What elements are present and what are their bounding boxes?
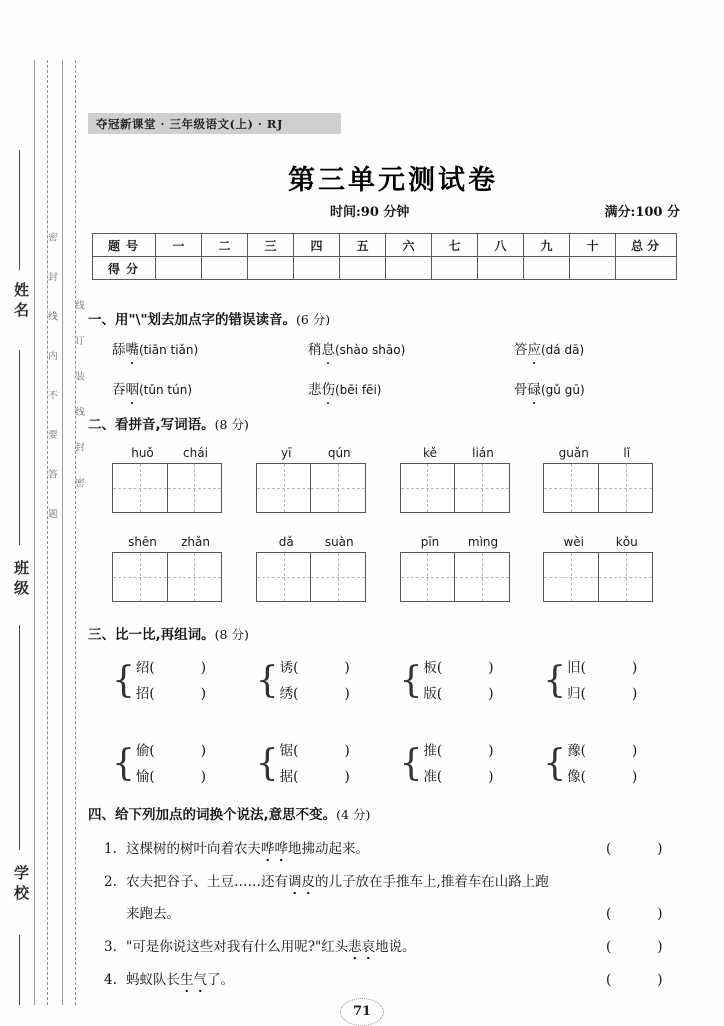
q2-row-1 bbox=[112, 446, 687, 513]
q3-line-bottom-1[interactable] bbox=[136, 681, 206, 707]
score-cell-1[interactable] bbox=[156, 257, 202, 280]
q4-item-4 bbox=[104, 969, 684, 993]
q1-word-3-pre: 答 bbox=[514, 342, 528, 358]
q4-dotted-word-1: 哗哗 bbox=[261, 841, 288, 857]
q1-item-5[interactable] bbox=[308, 378, 514, 398]
grid-square[interactable] bbox=[310, 553, 365, 601]
q1-options-6[interactable]: (gǔ gū) bbox=[541, 383, 585, 397]
q3-pair-5 bbox=[136, 738, 206, 791]
q4-num-1: 1. bbox=[104, 841, 117, 857]
q3-paren-close: ) bbox=[631, 768, 638, 785]
field-label-name: 姓名 bbox=[12, 282, 30, 322]
q4-post-2: 的儿子放在手推车上,推着车在山路上跑 bbox=[315, 873, 549, 890]
q3-paren-close: ) bbox=[488, 660, 494, 676]
q2-pinyin-6-a: dǎ bbox=[278, 535, 294, 549]
q3-line-bottom-3[interactable] bbox=[423, 681, 493, 707]
q4-paren-open-4: ( bbox=[606, 971, 612, 988]
section-3-title: 比一比,再组词。 bbox=[115, 627, 215, 643]
q4-post-1: 地拂动起来。 bbox=[288, 841, 369, 857]
q3-line-bottom-8[interactable] bbox=[567, 764, 637, 790]
q4-paren-close-1: ) bbox=[657, 841, 663, 857]
q3-paren-close: ) bbox=[200, 660, 206, 676]
q2-pinyin-5-a: shēn bbox=[128, 535, 157, 549]
grid-square[interactable] bbox=[544, 553, 598, 601]
q2-writing-grid-4[interactable] bbox=[543, 463, 653, 513]
q2-pinyin-3-a: kě bbox=[423, 446, 437, 460]
q1-answer-grid bbox=[112, 338, 682, 418]
q3-char-bottom-1: 招( bbox=[135, 686, 155, 703]
q3-char-top-7: 推( bbox=[423, 742, 443, 759]
q3-row-1 bbox=[112, 655, 687, 708]
brace-icon: { bbox=[399, 660, 423, 702]
page-title: 第三单元测试卷 bbox=[288, 165, 498, 196]
q2-cell-3 bbox=[400, 446, 544, 513]
q4-post-4: 了。 bbox=[207, 971, 234, 988]
q1-options-1[interactable]: (tiān tiǎn) bbox=[139, 343, 199, 357]
q3-row-2 bbox=[112, 738, 687, 791]
q4-answer-blank-3[interactable] bbox=[606, 936, 684, 960]
brace-icon: { bbox=[112, 660, 135, 702]
q4-item-2 bbox=[104, 871, 684, 895]
grid-square[interactable] bbox=[167, 464, 222, 512]
q2-pinyin-7-a: pīn bbox=[420, 535, 440, 549]
q3-line-top-1[interactable] bbox=[136, 655, 206, 681]
q3-paren-close: ) bbox=[344, 660, 350, 676]
q2-writing-grid-3[interactable] bbox=[400, 463, 510, 513]
q2-pinyin-5-b: zhǎn bbox=[181, 535, 210, 549]
q1-word-1-pre: 舔 bbox=[112, 342, 126, 358]
q4-paren-open-1: ( bbox=[606, 841, 612, 857]
grid-square[interactable] bbox=[257, 553, 311, 601]
q3-paren-close: ) bbox=[344, 686, 350, 703]
q4-text-3 bbox=[126, 936, 606, 960]
grid-square[interactable] bbox=[598, 553, 653, 601]
grid-square[interactable] bbox=[167, 553, 222, 601]
q3-char-top-3: 板( bbox=[423, 660, 443, 676]
score-cell-5[interactable] bbox=[340, 257, 386, 280]
score-col-4: 四 bbox=[294, 234, 340, 257]
score-col-3: 三 bbox=[248, 234, 294, 257]
q2-writing-grid-6[interactable] bbox=[256, 552, 366, 602]
q1-item-2[interactable] bbox=[308, 338, 514, 358]
q4-pre-4: 蚂蚁队长 bbox=[126, 971, 180, 988]
q3-pair-2 bbox=[280, 655, 350, 708]
q1-word-2-dotted: 息 bbox=[321, 342, 335, 358]
q4-text-1 bbox=[126, 838, 606, 862]
score-cell-total[interactable] bbox=[616, 257, 677, 280]
q1-row-2 bbox=[112, 378, 682, 398]
q2-pinyin-8-b: kǒu bbox=[615, 535, 638, 549]
q4-pre-3: "可是你说这些对我有什么用呢?"红头 bbox=[126, 938, 349, 955]
grid-square[interactable] bbox=[257, 464, 311, 512]
q1-options-4[interactable]: (tūn tún) bbox=[139, 383, 193, 397]
table-row-scores bbox=[93, 257, 677, 280]
grid-square[interactable] bbox=[454, 464, 509, 512]
field-label-class: 班级 bbox=[12, 560, 30, 600]
q1-word-2-pre: 稍 bbox=[308, 342, 322, 358]
section-3-points: (8 分) bbox=[214, 627, 249, 642]
q2-pinyin-8-a: wèi bbox=[563, 535, 585, 549]
grid-square[interactable] bbox=[454, 553, 509, 601]
q3-line-bottom-6[interactable] bbox=[280, 764, 350, 790]
q3-group-6 bbox=[256, 738, 400, 791]
q3-group-2 bbox=[256, 655, 400, 708]
q4-paren-open-2: ( bbox=[606, 906, 612, 923]
brace-icon: { bbox=[255, 742, 279, 784]
q3-paren-close: ) bbox=[631, 742, 638, 759]
q2-pinyin-1-a: huǒ bbox=[131, 446, 154, 460]
score-col-1: 一 bbox=[156, 234, 202, 257]
table-row-question-numbers bbox=[93, 234, 677, 257]
q4-item-1 bbox=[104, 838, 684, 862]
q1-word-3-dotted: 应 bbox=[527, 342, 541, 358]
q3-pair-8 bbox=[567, 738, 637, 791]
score-cell-2[interactable] bbox=[202, 257, 248, 280]
q2-pinyin-2-b: qún bbox=[327, 446, 351, 460]
q4-num-2: 2. bbox=[104, 873, 117, 890]
q2-pinyin-6-b: suàn bbox=[324, 535, 354, 549]
brace-icon: { bbox=[543, 742, 567, 784]
exam-total-score-label: 满分:100 分 bbox=[604, 205, 680, 220]
q2-writing-grid-2[interactable] bbox=[256, 463, 366, 513]
q3-group-5 bbox=[112, 738, 256, 791]
section-heading-1 bbox=[88, 308, 330, 328]
section-3-number: 三、 bbox=[88, 627, 115, 643]
q4-pre-1: 这棵树的树叶向着农夫 bbox=[126, 841, 261, 857]
q3-line-bottom-5[interactable] bbox=[136, 764, 206, 790]
q3-char-top-8: 豫( bbox=[567, 742, 586, 759]
q4-pre-2: 农夫把谷子、土豆……还有 bbox=[126, 873, 288, 890]
q4-num-3: 3. bbox=[104, 938, 117, 955]
q2-pinyin-1-b: chái bbox=[183, 446, 208, 460]
q3-paren-close: ) bbox=[344, 742, 350, 759]
q1-word-5-dotted: 伤 bbox=[321, 382, 335, 398]
q3-line-top-2[interactable] bbox=[280, 655, 350, 681]
q4-dotted-word-2: 调皮 bbox=[288, 873, 315, 890]
q1-options-3[interactable]: (dá dā) bbox=[541, 343, 585, 357]
q3-char-bottom-6: 据( bbox=[279, 768, 299, 785]
score-col-9: 九 bbox=[524, 234, 570, 257]
q4-text-4 bbox=[126, 969, 606, 993]
seal-fold-marks: 线订装线封密 bbox=[73, 300, 84, 513]
q2-cell-6 bbox=[256, 535, 400, 602]
q3-char-top-6: 锯( bbox=[279, 742, 299, 759]
exam-meta-row bbox=[330, 201, 680, 220]
school-rule-bottom bbox=[19, 935, 20, 1005]
q4-dotted-word-4: 生气 bbox=[180, 971, 207, 988]
brace-icon: { bbox=[399, 742, 423, 784]
q4-paren-close-3: ) bbox=[657, 938, 663, 955]
q4-text-2 bbox=[126, 871, 684, 895]
q3-char-bottom-7: 准( bbox=[423, 768, 443, 785]
section-heading-3 bbox=[88, 623, 249, 643]
rail-line-inner bbox=[62, 60, 63, 1005]
score-cell-7[interactable] bbox=[432, 257, 478, 280]
q4-sentence-rewrite-area bbox=[104, 838, 684, 1001]
q2-cell-4 bbox=[543, 446, 687, 513]
q3-pair-4 bbox=[567, 655, 637, 708]
q1-word-6-pre: 骨 bbox=[514, 382, 528, 398]
grid-square[interactable] bbox=[544, 464, 598, 512]
q2-pinyin-7 bbox=[400, 535, 544, 549]
q3-pair-6 bbox=[280, 738, 350, 791]
q3-line-top-8[interactable] bbox=[567, 738, 637, 764]
q2-pinyin-2-a: yī bbox=[281, 446, 292, 460]
score-col-10: 十 bbox=[570, 234, 616, 257]
q3-line-bottom-4[interactable] bbox=[567, 681, 637, 707]
section-1-title: 用"\"划去加点字的错误读音。 bbox=[115, 312, 296, 328]
q4-item-2-continuation bbox=[104, 903, 684, 927]
q2-pinyin-3-b: lián bbox=[472, 446, 494, 460]
q3-pair-1 bbox=[136, 655, 206, 708]
q3-paren-close: ) bbox=[200, 742, 206, 759]
rail-line-outer bbox=[34, 60, 35, 1005]
q2-pinyin-4 bbox=[543, 446, 687, 460]
q3-paren-close: ) bbox=[631, 686, 638, 703]
section-1-number: 一、 bbox=[88, 312, 115, 328]
q2-pinyin-4-b: lǐ bbox=[623, 446, 631, 460]
score-cell-4[interactable] bbox=[294, 257, 340, 280]
q3-char-top-5: 偷( bbox=[135, 742, 155, 759]
grid-square[interactable] bbox=[401, 464, 455, 512]
q4-answer-blank-4[interactable] bbox=[606, 969, 684, 993]
seal-line-text: 密封线内不要答题 bbox=[46, 232, 57, 548]
q3-char-bottom-2: 绣( bbox=[279, 686, 299, 703]
score-col-5: 五 bbox=[340, 234, 386, 257]
q3-char-bottom-4: 归( bbox=[567, 686, 586, 703]
score-col-6: 六 bbox=[386, 234, 432, 257]
q3-paren-close: ) bbox=[488, 742, 494, 759]
section-1-points: (6 分) bbox=[296, 312, 331, 327]
q2-writing-grid-7[interactable] bbox=[400, 552, 510, 602]
q4-answer-blank-1[interactable] bbox=[606, 838, 684, 862]
q3-paren-close: ) bbox=[488, 686, 494, 703]
grid-square[interactable] bbox=[113, 553, 167, 601]
q1-word-6-dotted: 碌 bbox=[527, 382, 541, 398]
q4-cont-2: 来跑去。 bbox=[126, 906, 180, 923]
grid-square[interactable] bbox=[310, 464, 365, 512]
q2-writing-grid-1[interactable] bbox=[112, 463, 222, 513]
q4-paren-close-4: ) bbox=[657, 971, 663, 988]
q2-cell-1 bbox=[112, 446, 256, 513]
q2-cell-7 bbox=[400, 535, 544, 602]
q3-word-formation-area bbox=[112, 655, 687, 820]
score-cell-6[interactable] bbox=[386, 257, 432, 280]
q3-paren-close: ) bbox=[200, 686, 206, 703]
score-cell-9[interactable] bbox=[524, 257, 570, 280]
q2-pinyin-1 bbox=[112, 446, 256, 460]
section-2-number: 二、 bbox=[88, 417, 115, 433]
score-col-8: 八 bbox=[478, 234, 524, 257]
name-rule-bottom bbox=[19, 350, 20, 545]
score-cell-8[interactable] bbox=[478, 257, 524, 280]
field-label-school: 学校 bbox=[12, 865, 30, 905]
q4-item-3 bbox=[104, 936, 684, 960]
grid-square[interactable] bbox=[401, 553, 455, 601]
q3-line-bottom-7[interactable] bbox=[423, 764, 493, 790]
score-summary-table bbox=[92, 233, 677, 280]
q1-options-5[interactable]: (bēi fēi) bbox=[335, 383, 382, 397]
score-table-row-header-2: 得分 bbox=[93, 257, 156, 280]
q1-row-1 bbox=[112, 338, 682, 358]
header-band-text: 夺冠新课堂 · 三年级语文(上) · RJ bbox=[96, 117, 283, 131]
q3-paren-close: ) bbox=[488, 768, 494, 785]
q1-options-2[interactable]: (shào shāo) bbox=[335, 343, 406, 357]
q3-char-top-4: 旧( bbox=[567, 660, 586, 676]
q2-writing-grid-5[interactable] bbox=[112, 552, 222, 602]
q3-line-top-4[interactable] bbox=[567, 655, 637, 681]
q2-cell-8 bbox=[543, 535, 687, 602]
score-col-total: 总分 bbox=[616, 234, 677, 257]
q3-char-top-2: 诱( bbox=[279, 660, 299, 676]
section-4-title: 给下列加点的词换个说法,意思不变。 bbox=[115, 807, 337, 823]
score-cell-10[interactable] bbox=[570, 257, 616, 280]
score-col-2: 二 bbox=[202, 234, 248, 257]
q2-pinyin-4-a: guǎn bbox=[558, 446, 589, 460]
grid-square[interactable] bbox=[598, 464, 653, 512]
q3-char-top-1: 绍( bbox=[135, 660, 155, 676]
q2-cell-5 bbox=[112, 535, 256, 602]
q3-line-top-5[interactable] bbox=[136, 738, 206, 764]
q1-word-4-dotted: 咽 bbox=[125, 382, 139, 398]
brace-icon: { bbox=[255, 660, 279, 702]
q3-group-7 bbox=[400, 738, 544, 791]
q1-word-5-pre: 悲 bbox=[308, 382, 322, 398]
q2-pinyin-writing-area bbox=[112, 446, 687, 624]
rail-dash-inner-b bbox=[75, 60, 76, 1005]
exam-time-label: 时间:90 分钟 bbox=[330, 205, 410, 220]
q4-num-4: 4. bbox=[104, 971, 117, 988]
q4-post-3: 地说。 bbox=[375, 938, 416, 955]
q3-group-3 bbox=[400, 655, 544, 708]
q3-pair-7 bbox=[423, 738, 493, 791]
q3-paren-close: ) bbox=[200, 768, 206, 785]
q2-pinyin-3 bbox=[400, 446, 544, 460]
q3-group-8 bbox=[543, 738, 687, 791]
q4-dotted-word-3: 悲哀 bbox=[348, 938, 376, 955]
score-cell-3[interactable] bbox=[248, 257, 294, 280]
q2-pinyin-8 bbox=[543, 535, 687, 549]
q1-item-4[interactable] bbox=[112, 378, 308, 398]
q3-pair-3 bbox=[423, 655, 493, 708]
q4-paren-open-3: ( bbox=[606, 938, 612, 955]
q2-pinyin-5 bbox=[112, 535, 256, 549]
section-4-points: (4 分) bbox=[336, 807, 371, 822]
brace-icon: { bbox=[112, 742, 135, 784]
q1-item-3[interactable] bbox=[514, 338, 682, 358]
q3-line-top-3[interactable] bbox=[423, 655, 493, 681]
q1-word-4-pre: 吞 bbox=[112, 382, 126, 398]
score-col-7: 七 bbox=[432, 234, 478, 257]
q3-paren-close: ) bbox=[344, 768, 350, 785]
q3-line-top-6[interactable] bbox=[280, 738, 350, 764]
q4-paren-close-2: ) bbox=[657, 906, 663, 923]
section-heading-4 bbox=[88, 803, 370, 823]
q2-pinyin-2 bbox=[256, 446, 400, 460]
page-number: 71 bbox=[340, 998, 384, 1026]
score-table-row-header-1: 题号 bbox=[93, 234, 156, 257]
q3-char-bottom-5: 愉( bbox=[135, 768, 155, 785]
brace-icon: { bbox=[543, 660, 567, 702]
q1-item-1[interactable] bbox=[112, 338, 308, 358]
q3-char-bottom-8: 像( bbox=[567, 768, 586, 785]
q3-paren-close: ) bbox=[631, 660, 638, 676]
section-heading-2 bbox=[88, 413, 249, 433]
class-rule-bottom bbox=[19, 625, 20, 850]
section-2-points: (8 分) bbox=[214, 417, 249, 432]
q2-cell-2 bbox=[256, 446, 400, 513]
section-2-title: 看拼音,写词语。 bbox=[115, 417, 215, 433]
q1-item-6[interactable] bbox=[514, 378, 682, 398]
q2-pinyin-6 bbox=[256, 535, 400, 549]
q4-answer-blank-2[interactable] bbox=[606, 903, 684, 927]
q2-writing-grid-8[interactable] bbox=[543, 552, 653, 602]
q1-word-1-dotted: 嘴 bbox=[125, 342, 139, 358]
q3-char-bottom-3: 版( bbox=[423, 686, 443, 703]
seal-margin-rail bbox=[0, 0, 88, 1024]
q3-group-1 bbox=[112, 655, 256, 708]
q3-line-top-7[interactable] bbox=[423, 738, 493, 764]
q3-line-bottom-2[interactable] bbox=[280, 681, 350, 707]
q2-row-2 bbox=[112, 535, 687, 602]
grid-square[interactable] bbox=[113, 464, 167, 512]
q3-group-4 bbox=[543, 655, 687, 708]
q2-pinyin-7-b: mìng bbox=[467, 535, 499, 549]
section-4-number: 四、 bbox=[88, 807, 115, 823]
